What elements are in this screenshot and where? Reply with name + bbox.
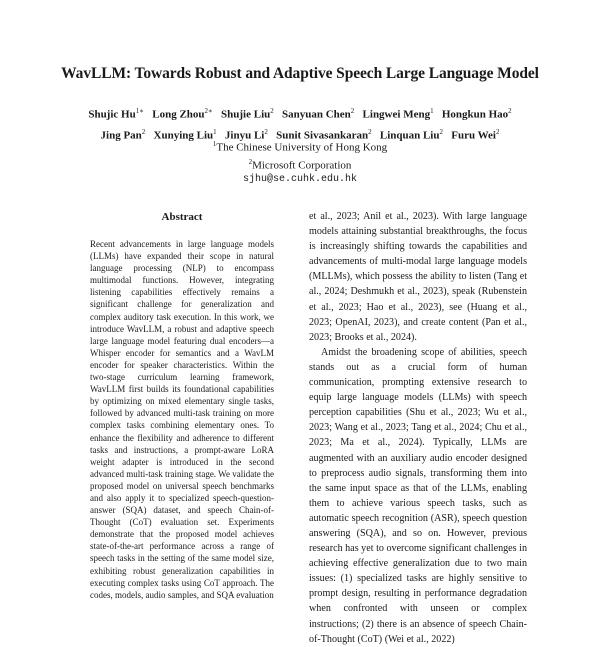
- author-name: Jing Pan: [100, 129, 142, 142]
- author-affil-mark: 1: [430, 107, 434, 115]
- author-affil-mark: 2: [495, 127, 500, 136]
- author-name: Shujic Hu: [88, 108, 136, 121]
- author-name: Shujie Liu: [221, 108, 271, 121]
- author-name: Sanyuan Chen: [282, 108, 351, 121]
- introduction-column: [309, 209, 527, 647]
- author-name: Xunying Liu: [153, 129, 214, 142]
- author-affil-mark: 2: [141, 127, 146, 136]
- author-affil-mark: 1∗: [135, 107, 144, 115]
- author-affil-mark: 2: [368, 127, 372, 136]
- author-affil-mark: 1: [213, 127, 217, 136]
- author-name: Jinyu Li: [224, 129, 265, 142]
- affiliation-1: $^1$The Chinese University of Hong Kong: [212, 140, 388, 154]
- author-name: Lingwei Meng: [362, 108, 431, 121]
- author-name: Sunit Sivasankaran: [276, 129, 369, 142]
- author-name: Long Zhou: [152, 108, 205, 121]
- author-name: Hongkun Hao: [441, 108, 509, 121]
- author-affil-mark: 2: [264, 127, 268, 136]
- paper-title: WavLLM: Towards Robust and Adaptive Speech Large Language Model: [61, 65, 539, 82]
- author-name: Linquan Liu: [379, 129, 440, 142]
- contact-email: sjhu@se.cuhk.edu.hk: [242, 174, 358, 186]
- author-name: Furu Wei: [451, 129, 496, 142]
- author-affil-mark: 2: [350, 107, 355, 115]
- abstract-body: Recent advancements in large language models (LLMs) have expanded their scope in natural language processing (NLP) to encompass multimodal functions. However, integrating listening capabilities effectively remains a significant challenge for generalization and complex auditory task execution. In this work, we introduce WavLLM, a robust and adaptive speech large language model featuring dual encoders—a Whisper encoder for semantics and a WavLM encoder for speaker characteristics. Within the two-stage curriculum learning framework, WavLLM first builds its foundational capabilities by optimizing on mixed elementary single tasks, followed by advanced multi-task training on more complex tasks combining elementary ones. To enhance the flexibility and adherence to different tasks and instructions, a prompt-aware LoRA weight adapter is introduced in the second advanced multi-task training stage. We validate the proposed model on universal speech benchmarks and also apply it to specialized speech-question-answer (SQA) dataset, and speech Chain-of-Thought (CoT) evaluation set. Experiments demonstrate that the proposed model achieves state-of-the-art performance across a range of speech tasks in the setting of the same model size, exhibiting robust generalization capabilities in executing complex tasks using CoT approach. The codes, models, audio samples, and SQA evaluation: [90, 239, 274, 600]
- author-affil-mark: 2: [508, 107, 512, 115]
- author-affil-mark: 2: [270, 107, 274, 115]
- affiliations: [0, 137, 600, 188]
- author-affil-mark: 2∗: [204, 107, 213, 115]
- author-affil-mark: 2: [439, 127, 443, 136]
- abstract-heading: Abstract: [161, 211, 203, 223]
- affiliation-2: $^2$Microsoft Corporation: [248, 158, 352, 172]
- intro-paragraph-1: et al., 2023; Anil et al., 2023). With large language models attaining substantial breakthroughs, the focus is increasingly shifting towards the capabilities and advancements of multi-modal large language models (MLLMs), which possess the ability to listen (Tang et al., 2024; Deshmukh et al., 2023), speak (Rubenstein et al., 2023; Hao et al., 2023), see (Huang et al., 2023; OpenAI, 2023), and create content (Pan et al., 2023; Brooks et al., 2024).: [309, 211, 527, 343]
- intro-paragraph-2: Amidst the broadening scope of abilities, speech stands out as a crucial form of human communication, prompting extensive research to equip large language models (LLMs) with speech perception capabilities (Shu et al., 2023; Wu et al., 2023; Wang et al., 2023; Tang et al., 2024; Chu et al., 2023; Ma et al., 2024). Typically, LLMs are augmented with an auxiliary audio encoder designed to preprocess audio signals, transforming them into the same input space as that of the LLMs, enabling them to achieve various speech tasks, such as automatic speech recognition (ASR), speech question answering (SQA), and so on. However, previous research has yet to overcome significant challenges in achieving effective generalization due to two main issues: (1) specialized tasks are highly sensitive to prompt design, resulting in performance degradation when confronted with unseen or complex instructions; (2) there is an absence of speech Chain-of-Thought (CoT) (Wei et al., 2022): [309, 346, 527, 645]
